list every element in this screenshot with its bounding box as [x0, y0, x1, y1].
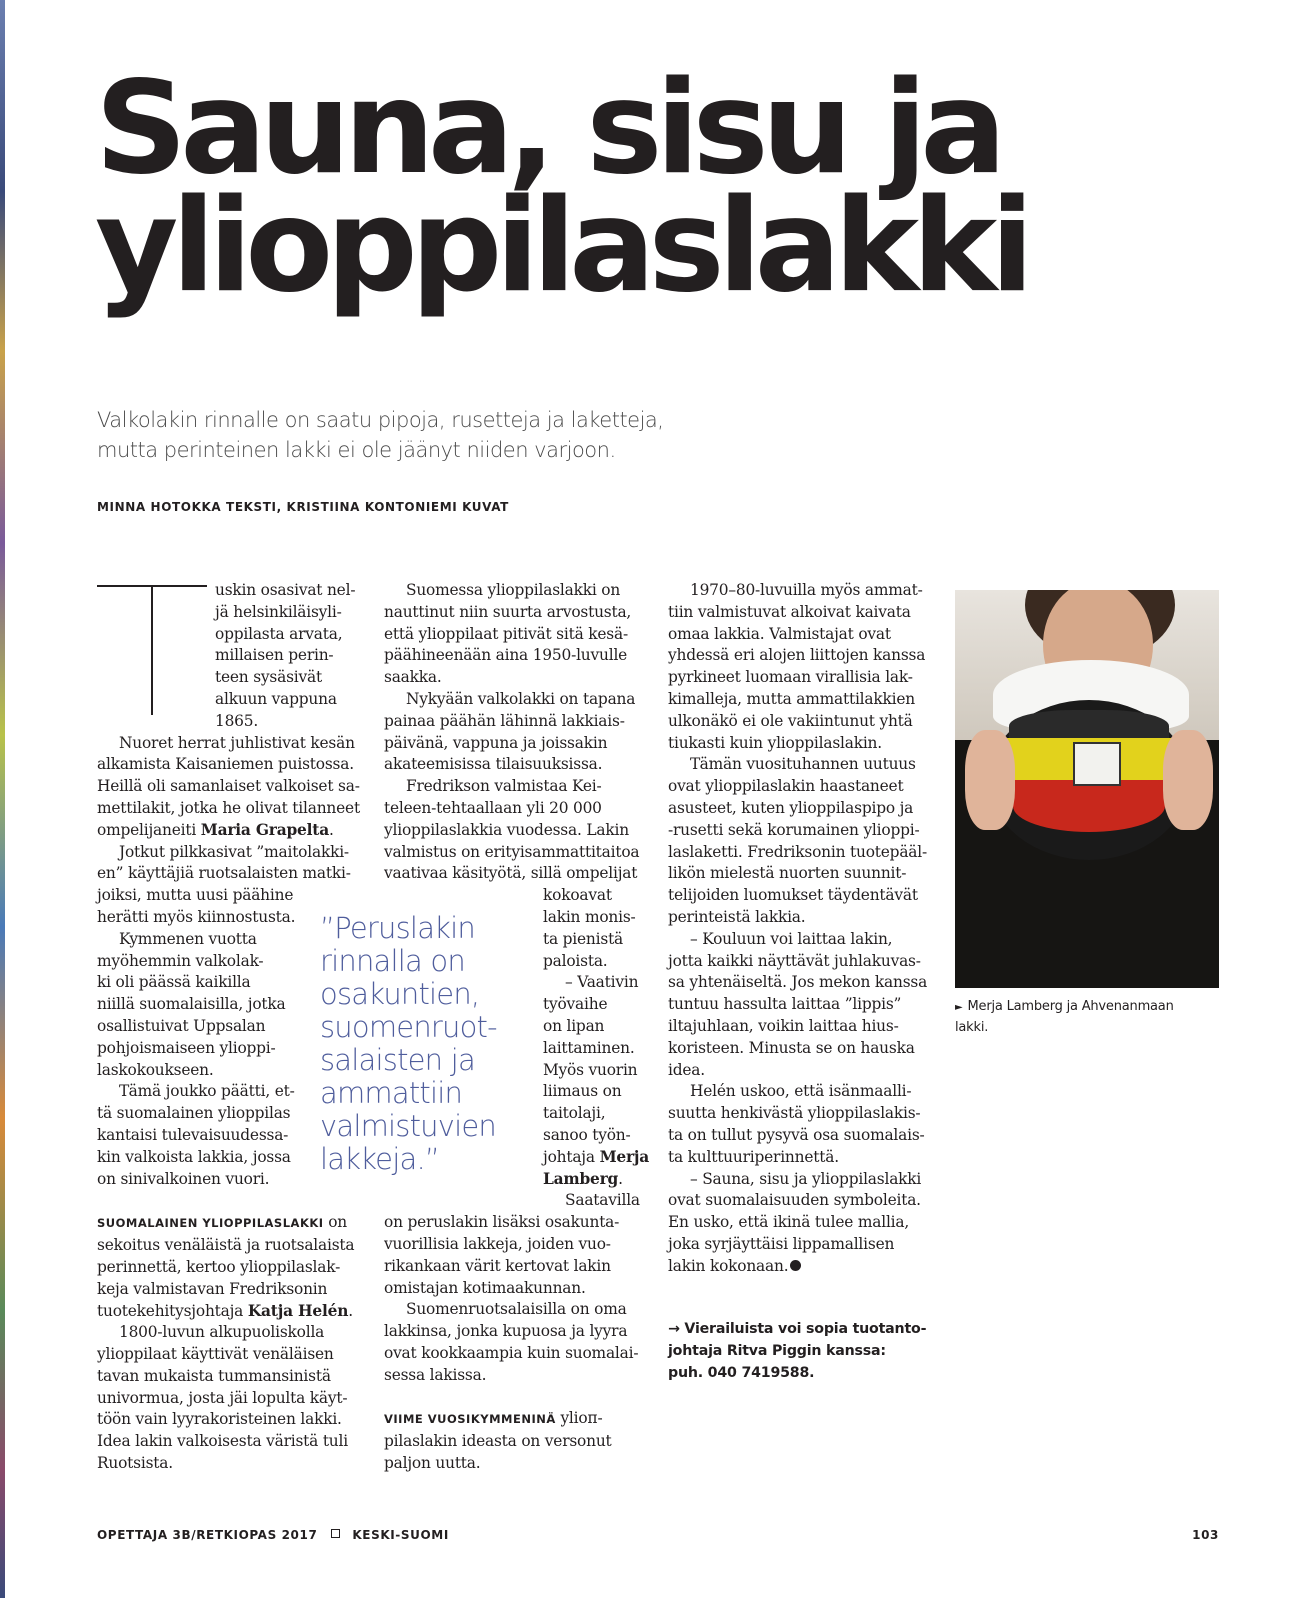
text-line: on sinivalkoinen vuori. — [97, 1169, 270, 1188]
headline-line-2: ylioppilaslakki — [95, 172, 1028, 321]
punctuation: . — [328, 820, 334, 839]
text-line: lakin monis- — [543, 907, 636, 926]
text-line: ovat ylioppilaslakin haastaneet — [668, 777, 904, 796]
text-line: – Sauna, sisu ja ylioppilaslakki — [690, 1169, 922, 1188]
quote-line: lakkeja.” — [320, 1142, 440, 1176]
lede — [97, 405, 677, 465]
text-line: päivänä, vappuna ja joissakin — [384, 733, 608, 752]
text-line: -rusetti sekä korumainen ylioppi- — [668, 820, 920, 839]
caption-arrow-icon: ► — [955, 1002, 963, 1013]
text-line: – Vaativin — [565, 973, 639, 992]
paragraph — [668, 1169, 920, 1278]
quote-line: suomenruot- — [320, 1010, 497, 1044]
paragraph — [384, 1212, 634, 1299]
text-line: ulkonäkö ei ole vakiintunut yhtä — [668, 711, 913, 730]
text-line: perinteistä lakkia. — [668, 907, 806, 926]
punctuation: . — [348, 1301, 353, 1320]
text-line: 1865. — [215, 711, 259, 730]
contact-line: johtaja Ritva Piggin kanssa: — [668, 1343, 886, 1359]
punctuation: . — [618, 1169, 623, 1188]
text-line: kin valkoista lakkia, jossa — [97, 1147, 291, 1166]
text-line: ylioppilaslakkia vuodessa. Lakin — [384, 820, 629, 839]
paragraph — [97, 733, 359, 842]
person-name: Katja Helén — [247, 1301, 349, 1320]
paragraph — [668, 929, 928, 1082]
person-name: Lamberg — [543, 1169, 619, 1188]
text-line: työvaihe — [543, 995, 608, 1014]
text-line: Ruotsista. — [97, 1454, 173, 1473]
text-line: myöhemmin valkolak- — [97, 951, 264, 970]
text-line: rikankaan värit kertovat lakin — [384, 1256, 611, 1275]
quote-line: valmistuvien — [320, 1109, 496, 1143]
paragraph-gap — [97, 1190, 359, 1212]
pull-quote — [320, 912, 530, 1176]
text-line: vuorillisia lakkeja, joiden vuo- — [384, 1234, 611, 1253]
text-line: joiksi, mutta uusi päähine — [97, 886, 294, 905]
person-name: Maria Grapelta — [200, 820, 329, 839]
paragraph — [97, 1322, 359, 1475]
text-line: ylioп- — [555, 1409, 603, 1428]
text-line: Kymmenen vuotta — [119, 929, 257, 948]
text-line: kokoavat — [543, 886, 612, 905]
text-line: taitolaji, — [543, 1104, 606, 1123]
text-line: sessa lakissa. — [384, 1365, 487, 1384]
text-line: jä helsinkiläisyli- — [215, 602, 342, 621]
text-line: idea. — [668, 1060, 705, 1079]
text-line: tiukasti kuin ylioppilaslakin. — [668, 733, 882, 752]
text-line: ki oli päässä kaikilla — [97, 973, 251, 992]
photo-hand-right — [1163, 730, 1213, 830]
text-line: valmistus on erityisammattitaitoa — [384, 842, 640, 861]
text-line: ta pienistä — [543, 929, 624, 948]
text-line: alkuun vappuna — [215, 689, 337, 708]
text-line: sanoo työn- — [543, 1125, 631, 1144]
text-line: koristeen. Minusta se on hauska — [668, 1038, 915, 1057]
text-line: laittaminen. — [543, 1038, 635, 1057]
paragraph — [384, 580, 634, 689]
text-line: tuotekehitysjohtaja — [97, 1301, 248, 1320]
paragraph — [384, 689, 634, 776]
text-line: ovat kookkaampia kuin suomalai- — [384, 1343, 639, 1362]
quote-line: ”Peruslakin — [320, 911, 475, 945]
paragraph — [384, 1408, 634, 1474]
text-line: on lipan — [543, 1016, 605, 1035]
contact-line: puh. 040 7419588. — [668, 1365, 815, 1381]
text-line: oppilasta arvata, — [215, 624, 343, 643]
text-line: niillä suomalaisilla, jotka — [97, 995, 286, 1014]
text-line: ta on tullut pysyvä osa suomalais- — [668, 1125, 925, 1144]
quote-line: osakuntien, — [320, 977, 480, 1011]
lede-line-2: mutta perinteinen lakki ei ole jäänyt niiden varjoon. — [97, 438, 616, 462]
text-line: töön vain lyyrakoristeinen lakki. — [97, 1410, 342, 1429]
text-line: En usko, että ikinä tulee mallia, — [668, 1213, 910, 1232]
dropcap-paragraph — [97, 580, 359, 733]
photo-cap-red — [1013, 780, 1165, 832]
text-line: liimaus on — [543, 1082, 622, 1101]
text-line: osallistuivat Uppsalan — [97, 1016, 266, 1035]
text-line: että ylioppilaat pitivät sitä kesä- — [384, 624, 628, 643]
text-line: Jotkut pilkkasivat ”maitolakki- — [119, 842, 349, 861]
text-line: uskin osasivat nel- — [215, 581, 356, 599]
quote-line: salaisten ja — [320, 1043, 475, 1077]
lede-line-1: Valkolakin rinnalle on saatu pipoja, rusetteja ja laketteja, — [97, 408, 664, 432]
text-line: suutta henkivästä ylioppilaslakis- — [668, 1104, 921, 1123]
text-line: telijoiden luomukset täydentävät — [668, 886, 918, 905]
text-line: yhdessä eri alojen liittojen kanssa — [668, 646, 926, 665]
text-line: ompelijaneiti — [97, 820, 201, 839]
text-line: likön mielestä nuorten suunnit- — [668, 864, 907, 883]
quote-line: ammattiin — [320, 1076, 463, 1110]
text-line: pyrkineet luomaan virallisia lak- — [668, 668, 913, 687]
quote-line: rinnalla on — [320, 944, 465, 978]
photo-caption — [955, 997, 1225, 1038]
page-footer — [97, 1528, 1219, 1548]
text-line: Helén uskoo, että isänmaalli- — [690, 1082, 912, 1101]
publication-name: OPETTAJA 3B/RETKIOPAS 2017 — [97, 1528, 318, 1542]
page-number: 103 — [1192, 1528, 1219, 1542]
text-line: nauttinut niin suurta arvostusta, — [384, 602, 632, 621]
text-line: Myös vuorin — [543, 1060, 638, 1079]
lead-in: SUOMALAINEN YLIOPPILASLAKKI — [97, 1216, 324, 1231]
text-line: univormua, josta jäi lopulta käyt- — [97, 1388, 348, 1407]
square-icon — [331, 1529, 340, 1538]
text-line: painaa päähän lähinnä lakkiais- — [384, 711, 625, 730]
text-line: ovat suomalaisuuden symboleita. — [668, 1191, 921, 1210]
headline — [95, 54, 1028, 321]
text-line: millaisen perin- — [215, 646, 334, 665]
text-line: tuntuu hassulta laittaa ”lippis” — [668, 995, 902, 1014]
text-line: Nykyään valkolakki on tapana — [406, 689, 636, 708]
text-line: Heillä oli samanlaiset valkoiset sa- — [97, 777, 360, 796]
article-column-3 — [668, 580, 928, 1278]
text-line: tä suomalainen ylioppilas — [97, 1104, 291, 1123]
text-line: Suomessa ylioppilaslakki on — [406, 581, 621, 599]
text-line: teen sysäsivät — [215, 668, 322, 687]
text-line: on peruslakin lisäksi osakunta- — [384, 1213, 620, 1232]
text-line: laskokoukseen. — [97, 1060, 214, 1079]
text-line: en” käyttäjiä ruotsalaisten matki- — [97, 864, 351, 883]
caption-line: Merja Lamberg ja Ahvenanmaan — [967, 999, 1174, 1014]
text-line: Tämän vuosituhannen uutuus — [690, 755, 916, 774]
paragraph-gap — [384, 1386, 634, 1408]
text-line: johtaja — [543, 1147, 600, 1166]
text-line: päähineenään aina 1950-luvulle — [384, 646, 628, 665]
text-line: mettilakit, jotka he olivat tilanneet — [97, 798, 360, 817]
text-line: pohjoismaiseen ylioppi- — [97, 1038, 276, 1057]
text-line: ta kulttuuriperinnettä. — [668, 1147, 839, 1166]
photo-hand-left — [965, 730, 1015, 830]
text-line: lakin kokonaan. — [668, 1256, 789, 1275]
end-mark-icon — [790, 1260, 801, 1271]
section-name: KESKI-SUOMI — [352, 1528, 449, 1542]
text-line: Nuoret herrat juhlistivat kesän — [119, 733, 355, 752]
text-line: Suomenruotsalaisilla on oma — [406, 1300, 627, 1319]
headline-line-1: Sauna, sisu ja — [95, 54, 1000, 203]
text-line: perinnettä, kertoo ylioppilaslak- — [97, 1257, 341, 1276]
contact-line: → Vierailuista voi sopia tuotanto- — [668, 1321, 927, 1337]
text-line: pilaslakin ideasta on versonut — [384, 1432, 612, 1451]
text-line: kantaisi tulevaisuudessa- — [97, 1125, 289, 1144]
byline: MINNA HOTOKKA TEKSTI, KRISTIINA KONTONIEMI KUVAT — [97, 500, 509, 514]
text-line: sekoitus venäläistä ja ruotsalaista — [97, 1236, 355, 1255]
text-line: jotta kaikki näyttävät juhlakuvas- — [668, 951, 921, 970]
text-line: herätti myös kiinnostusta. — [97, 907, 296, 926]
text-line: paljon uutta. — [384, 1454, 481, 1473]
text-line: omistajan kotimaakunnan. — [384, 1278, 586, 1297]
text-line: laslaketti. Fredriksonin tuotepääl- — [668, 842, 927, 861]
paragraph — [97, 1212, 359, 1322]
paragraph — [668, 1081, 925, 1168]
paragraph — [668, 580, 926, 754]
text-line: paloista. — [543, 951, 608, 970]
text-line: 1800-luvun alkupuoliskolla — [119, 1323, 325, 1342]
text-line: Tämä joukko päätti, et- — [119, 1082, 295, 1101]
page-edge-strip — [0, 0, 5, 1598]
text-line: iltajuhlaan, voikin laittaa hius- — [668, 1016, 899, 1035]
lead-in: VIIME VUOSIKYMMENINÄ — [384, 1412, 556, 1427]
text-line: ylioppilaat käyttivät venäläisen — [97, 1345, 334, 1364]
text-line: saakka. — [384, 668, 442, 687]
contact-info — [668, 1318, 928, 1384]
text-line: on — [323, 1213, 348, 1232]
text-line: tiin valmistuvat alkoivat kaivata — [668, 602, 911, 621]
text-line: joka syrjäyttäisi lippamallisen — [668, 1234, 895, 1253]
text-line: tavan mukaista tummansinistä — [97, 1366, 331, 1385]
photo-cap-label — [1073, 742, 1121, 786]
paragraph — [384, 1299, 639, 1386]
text-line: Saatavilla — [565, 1191, 640, 1210]
text-line: 1970–80-luvuilla myös ammat- — [690, 581, 923, 599]
text-line: Fredrikson valmistaa Kei- — [406, 777, 602, 796]
text-line: kimalleja, mutta ammattilakkien — [668, 689, 915, 708]
text-line: – Kouluun voi laittaa lakin, — [690, 929, 893, 948]
text-line: Idea lakin valkoisesta väristä tuli — [97, 1432, 348, 1451]
text-line: keja valmistavan Fredriksonin — [97, 1279, 328, 1298]
person-name: Merja — [599, 1147, 650, 1166]
text-line: akateemisissa tilaisuuksissa. — [384, 755, 603, 774]
text-line: alkamista Kaisaniemen puistossa. — [97, 755, 354, 774]
text-line: teleen-tehtaallaan yli 20 000 — [384, 798, 602, 817]
photo-lakki — [955, 590, 1219, 988]
text-line: sa yhtenäiseltä. Jos mekon kanssa — [668, 973, 928, 992]
footer-left — [97, 1528, 449, 1542]
caption-line: lakki. — [955, 1020, 989, 1035]
text-line: lakkinsa, jonka kupuosa ja lyyra — [384, 1322, 628, 1341]
text-line: omaa lakkia. Valmistajat ovat — [668, 624, 891, 643]
text-line: vaativaa käsityötä, sillä ompelijat — [384, 864, 638, 883]
text-line: asusteet, kuten ylioppilaspipo ja — [668, 798, 914, 817]
paragraph — [668, 754, 927, 928]
